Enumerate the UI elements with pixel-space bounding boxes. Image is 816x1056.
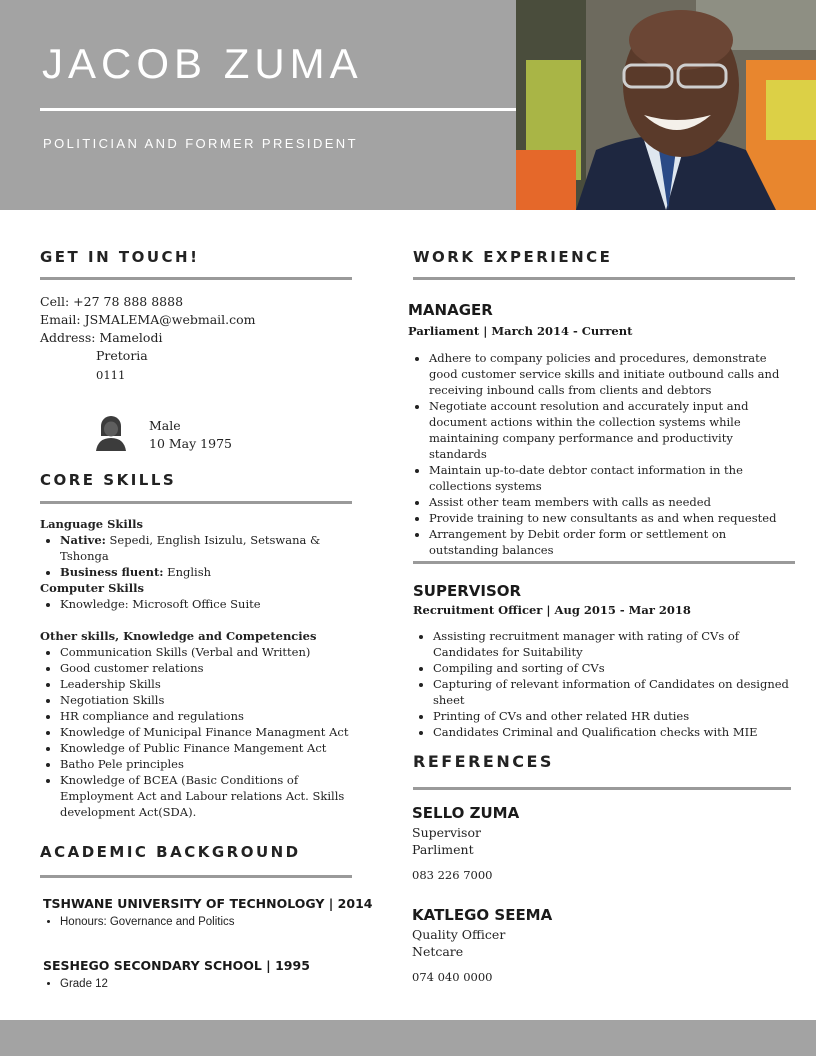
contact-address-city: Pretoria [96, 348, 148, 363]
list-item: • Assisting recruitment manager with rating of CVs of Candidates for Suitability [433, 628, 803, 660]
reference-2-phone: 074 040 0000 [412, 970, 493, 984]
header-band [0, 0, 516, 210]
reference-2-name: KATLEGO SEEMA [412, 906, 553, 924]
section-title-references: REFERENCES [413, 752, 554, 771]
list-item: • Maintain up-to-date debtor contact information in the collections systems [429, 462, 784, 494]
list-item: • Communication Skills (Verbal and Written) [60, 644, 350, 660]
contact-divider [40, 277, 352, 280]
job-2-subtitle: Recruitment Officer | Aug 2015 - Mar 2018 [413, 603, 691, 617]
person-icon [94, 414, 128, 452]
work-divider [413, 277, 795, 280]
computer-skills-heading: Computer Skills [40, 581, 144, 595]
list-item: • Candidates Criminal and Qualification checks with MIE [433, 724, 803, 740]
job-1-title: MANAGER [408, 301, 493, 319]
list-item [60, 564, 372, 580]
resume-subtitle: POLITICIAN AND FORMER PRESIDENT [43, 136, 358, 151]
resume-name: JACOB ZUMA [42, 40, 363, 87]
contact-gender: Male [149, 418, 181, 433]
references-divider [413, 787, 791, 790]
list-item: • Negotiation Skills [60, 692, 350, 708]
school-1-list [40, 914, 372, 930]
other-skills-heading: Other skills, Knowledge and Competencies [40, 629, 317, 643]
core-skills-divider [40, 501, 352, 504]
computer-skills-list [40, 596, 372, 612]
list-item: • Adhere to company policies and procedures, demonstrate good customer service skills and initiate outbound calls and receiving inbound calls from clients and debtors [429, 350, 784, 398]
native-label: Native: [60, 533, 106, 547]
list-item: • Honours: Governance and Politics [60, 914, 372, 930]
job-2-title: SUPERVISOR [413, 582, 522, 600]
list-item: • HR compliance and regulations [60, 708, 350, 724]
list-item: • Assist other team members with calls as needed [429, 494, 784, 510]
list-item: • Knowledge of Public Finance Mangement Act [60, 740, 350, 756]
section-title-academic: ACADEMIC BACKGROUND [40, 843, 301, 861]
contact-address: Address: Mamelodi [40, 330, 163, 345]
reference-1-org: Parliment [412, 842, 474, 857]
job-1-duties [409, 350, 784, 558]
section-title-work: WORK EXPERIENCE [413, 248, 613, 266]
list-item: • Good customer relations [60, 660, 350, 676]
profile-photo [516, 0, 816, 210]
profile-photo-illustration [516, 0, 816, 210]
section-title-contact: GET IN TOUCH! [40, 248, 200, 266]
job-divider [413, 561, 795, 564]
list-item: • Leadership Skills [60, 676, 350, 692]
school-2-list [40, 976, 372, 992]
list-item: • Compiling and sorting of CVs [433, 660, 803, 676]
contact-email: Email: JSMALEMA@webmail.com [40, 312, 256, 327]
reference-1-phone: 083 226 7000 [412, 868, 493, 882]
school-2-title: SESHEGO SECONDARY SCHOOL | 1995 [43, 958, 310, 973]
list-item: • Knowledge of Municipal Finance Managment Act [60, 724, 350, 740]
language-skills-heading: Language Skills [40, 517, 143, 531]
job-1-subtitle: Parliament | March 2014 - Current [408, 324, 633, 338]
list-item: • Capturing of relevant information of Candidates on designed sheet [433, 676, 803, 708]
contact-dob: 10 May 1975 [149, 436, 232, 451]
list-item: • Arrangement by Debit order form or settlement on outstanding balances [429, 526, 784, 558]
reference-1-name: SELLO ZUMA [412, 804, 520, 822]
reference-2-role: Quality Officer [412, 927, 506, 942]
list-item: • Grade 12 [60, 976, 372, 992]
list-item: • Knowledge of BCEA (Basic Conditions of Employment Act and Labour relations Act. Skills development Act(SDA). [60, 772, 350, 820]
contact-cell: Cell: +27 78 888 8888 [40, 294, 184, 309]
section-title-core-skills: CORE SKILLS [40, 471, 177, 489]
job-2-duties [413, 628, 803, 740]
fluent-label: Business fluent: [60, 565, 164, 579]
academic-divider [40, 875, 352, 878]
other-skills-list [40, 644, 350, 820]
footer-band [0, 1020, 816, 1056]
reference-2-org: Netcare [412, 944, 464, 959]
reference-1-role: Supervisor [412, 825, 481, 840]
native-value: Sepedi, English Isizulu, Setswana & Tshonga [60, 533, 321, 563]
school-1-title: TSHWANE UNIVERSITY OF TECHNOLOGY | 2014 [43, 896, 373, 911]
language-skills-list [40, 532, 372, 580]
header-divider [40, 108, 516, 111]
list-item: • Provide training to new consultants as and when requested [429, 510, 784, 526]
list-item: • Negotiate account resolution and accurately input and document actions within the collection systems while maintaining company performance and productivity standards [429, 398, 784, 462]
contact-address-code: 0111 [96, 368, 126, 382]
list-item [60, 532, 372, 564]
list-item: • Printing of CVs and other related HR duties [433, 708, 803, 724]
list-item: • Knowledge: Microsoft Office Suite [60, 596, 372, 612]
fluent-value: English [163, 565, 211, 579]
list-item: • Batho Pele principles [60, 756, 350, 772]
